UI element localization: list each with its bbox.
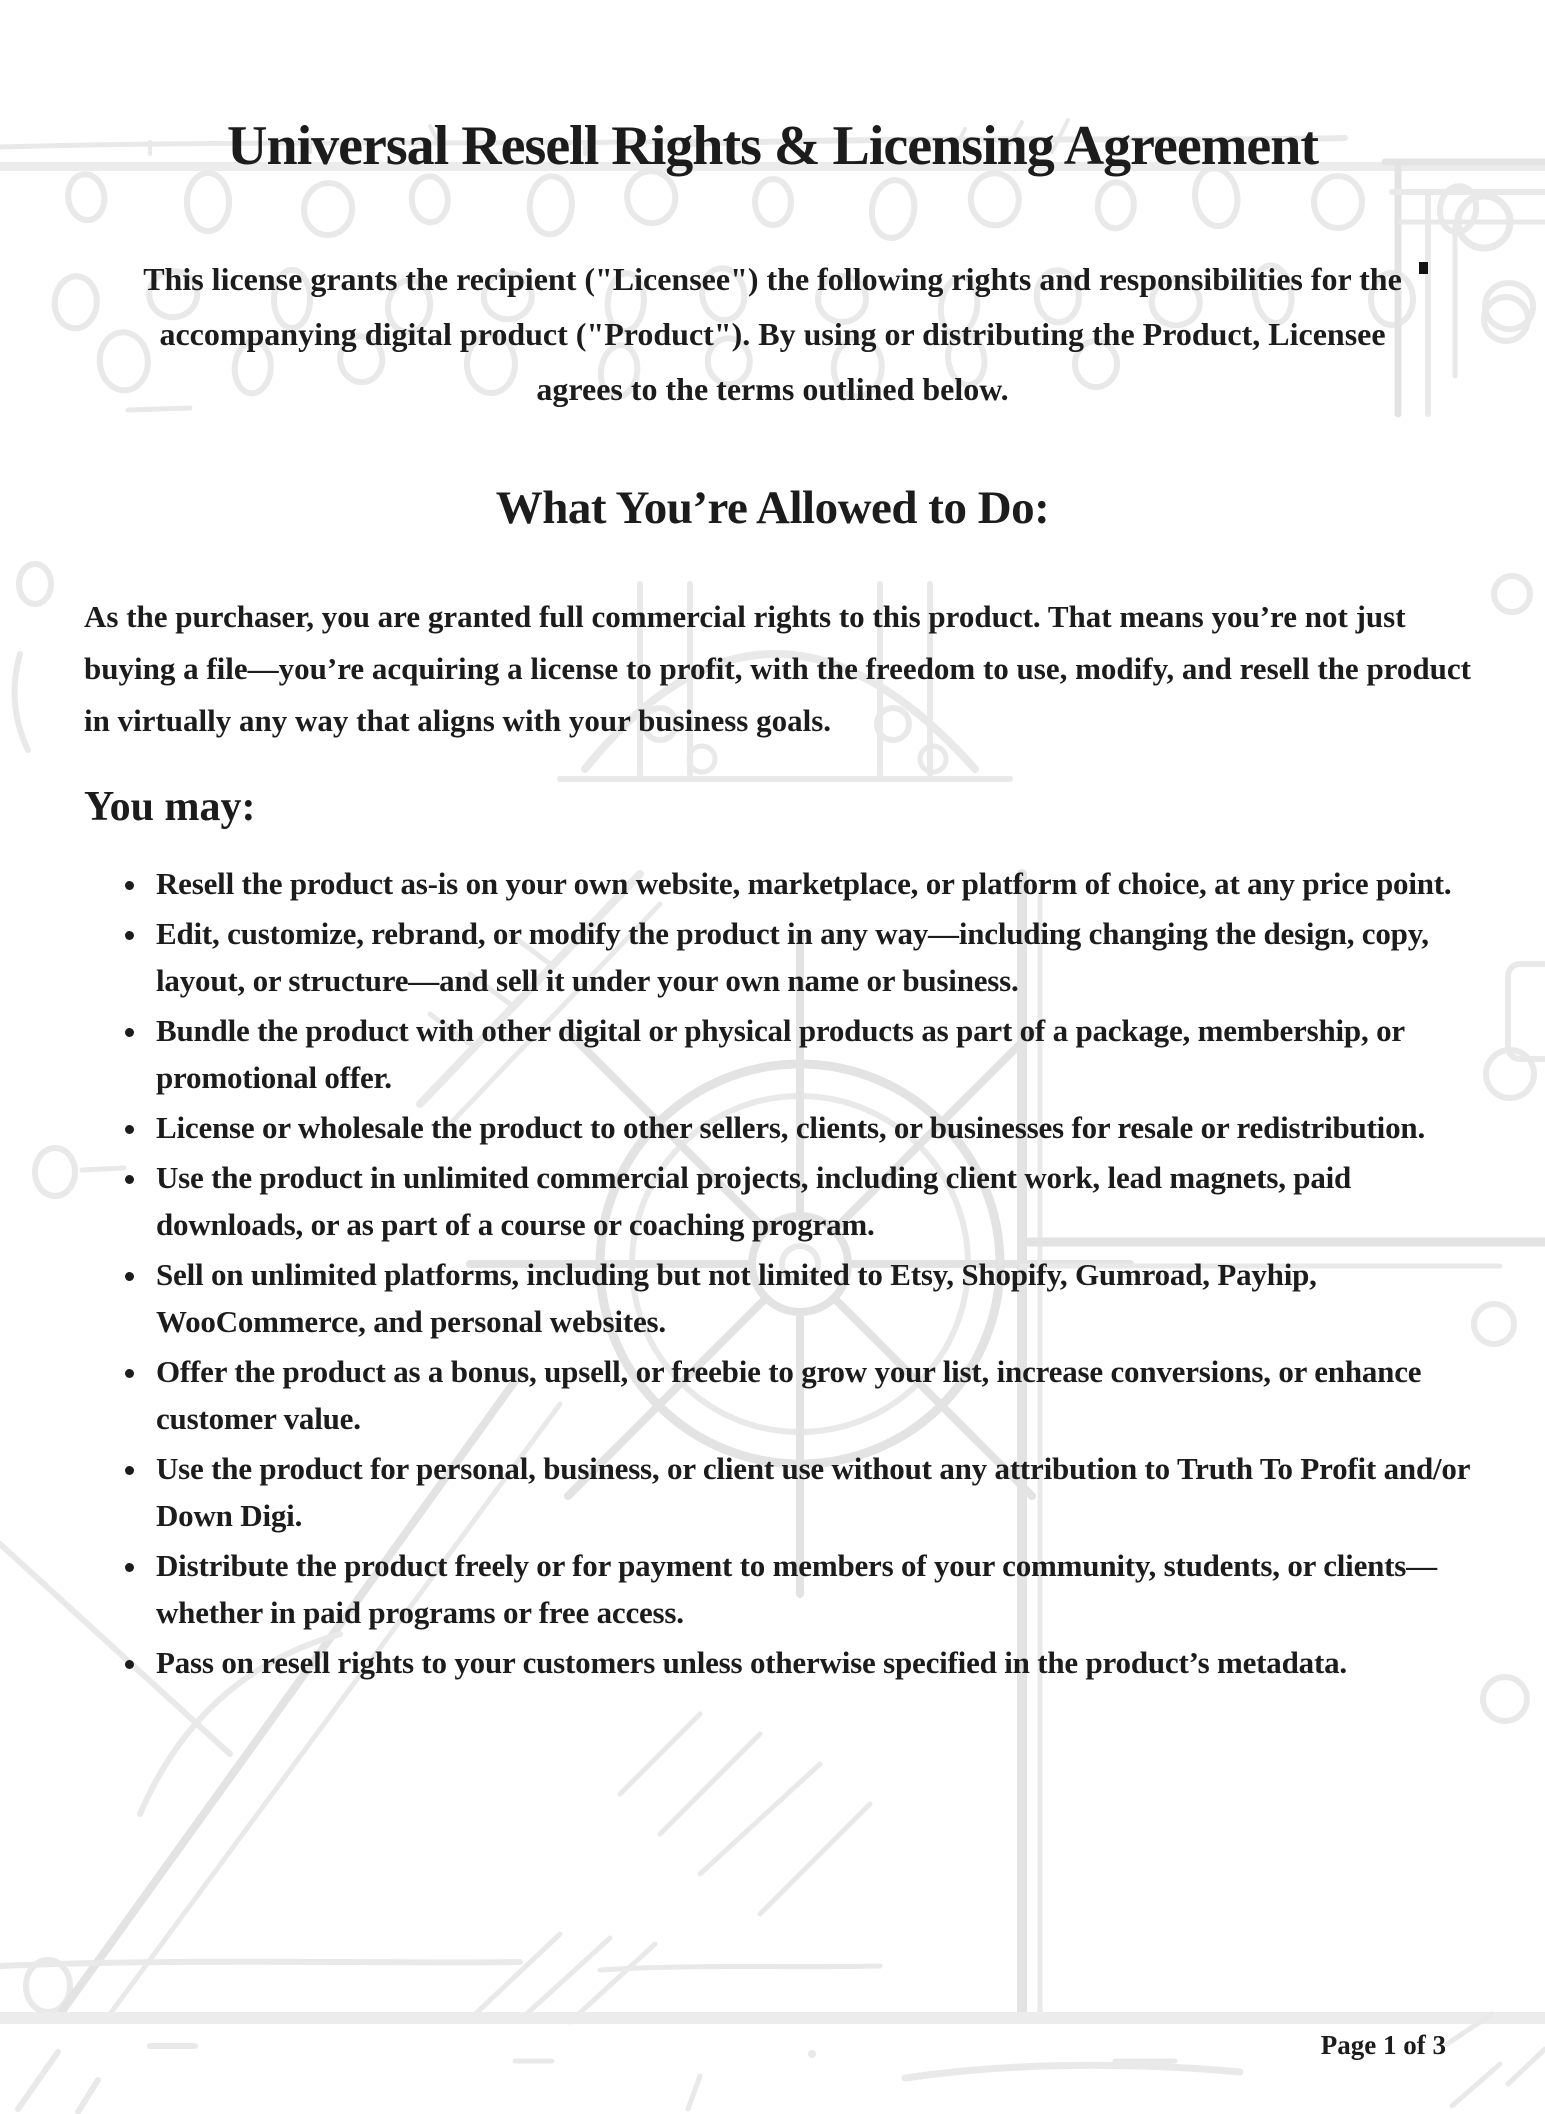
document-title: Universal Resell Rights & Licensing Agreement bbox=[227, 115, 1318, 177]
permission-item-license: • License or wholesale the product to other sellers, clients, or businesses for resale or redistribution. bbox=[150, 1104, 1505, 1151]
permission-item-distribute: • Distribute the product freely or for payment to members of your community, students, or clients—whether in paid programs or free access. bbox=[150, 1542, 1505, 1636]
document-content bbox=[0, 114, 1545, 2114]
permission-item-edit: • Edit, customize, rebrand, or modify the product in any way—including changing the design, copy, layout, or structure—and sell it under your own name or business. bbox=[150, 910, 1505, 1004]
license-document-page bbox=[0, 114, 1545, 2114]
permission-item-resell: • Resell the product as-is on your own website, marketplace, or platform of choice, at any price point. bbox=[150, 860, 1505, 907]
you-may-heading: You may: bbox=[84, 784, 256, 831]
allowed-section-heading: What You’re Allowed to Do: bbox=[495, 482, 1050, 535]
permission-item-platforms: • Sell on unlimited platforms, including but not limited to Etsy, Shopify, Gumroad, Payhip, WooCommerce, and personal websites. bbox=[150, 1251, 1505, 1345]
permission-item-bonus: • Offer the product as a bonus, upsell, or freebie to grow your list, increase conversions, or enhance customer value. bbox=[150, 1348, 1505, 1442]
permissions-list bbox=[0, 860, 1545, 1686]
permission-item-bundle: • Bundle the product with other digital or physical products as part of a package, membership, or promotional offer. bbox=[150, 1007, 1505, 1101]
commercial-rights-paragraph: As the purchaser, you are granted full commercial rights to this product. That means you’re not just buying a file—you’re acquiring a license to profit, with the freedom to use, modify, and resell the product in virtually any way that aligns with your business goals. bbox=[84, 599, 1471, 739]
permission-item-attribution: • Use the product for personal, business, or client use without any attribution to Truth To Profit and/or Down Digi. bbox=[150, 1445, 1505, 1539]
permission-item-resell-rights: • Pass on resell rights to your customers unless otherwise specified in the product’s metadata. bbox=[150, 1639, 1505, 1686]
permission-item-commercial: • Use the product in unlimited commercial projects, including client work, lead magnets, paid downloads, or as part of a course or coaching program. bbox=[150, 1154, 1505, 1248]
page-number: Page 1 of 3 bbox=[1320, 2030, 1446, 2060]
license-intro-paragraph: This license grants the recipient ("Licensee") the following rights and responsibilities for the accompanying digital product ("Product"). By using or distributing the Product, Licensee agrees to the terms outlined below. bbox=[143, 261, 1402, 408]
